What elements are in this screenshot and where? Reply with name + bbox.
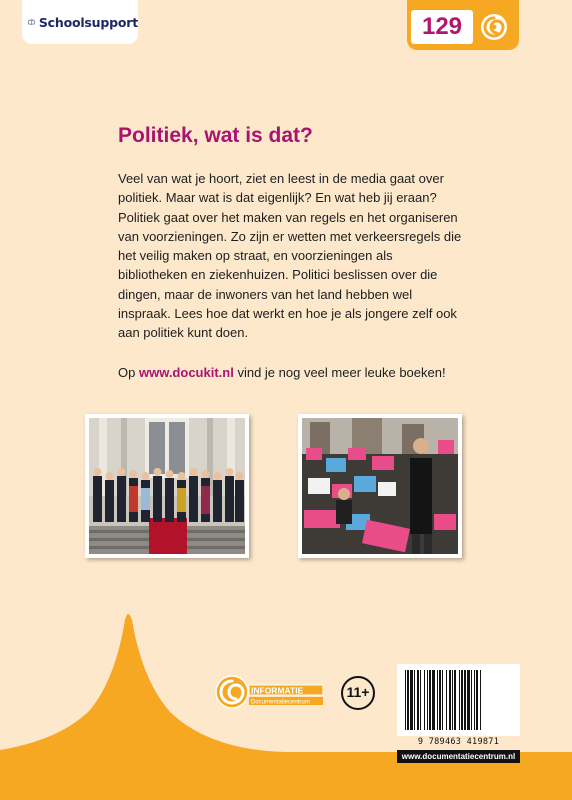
promo-prefix: Op — [118, 365, 136, 380]
docukit-link[interactable]: www.docukit.nl — [138, 365, 234, 380]
barcode — [397, 664, 520, 747]
page-number: 129 — [421, 13, 463, 40]
promo-suffix: vind je nog veel meer leuke boeken! — [237, 365, 446, 380]
book-icon — [28, 11, 35, 33]
photo-protest — [298, 414, 462, 558]
informatie-logo — [215, 673, 325, 711]
photo-cabinet — [85, 414, 249, 558]
brand-name: Schoolsupport — [38, 14, 138, 30]
website-url[interactable]: www.documentatiecentrum.nl — [397, 750, 520, 763]
body-text: Veel van wat je hoort, ziet en leest in de media gaat over politiek. Maar wat is dat eigenlijk? En wat heb jij eraan? Politiek gaat over het maken van regels en het organiseren van voorzieningen. Zo zijn er wetten met verkeersregels die het veilig maken op straat, en voorzieningen als bibliotheken en ziekenhuizen. Politici beslissen over die dingen, maar de inwoners van het land hebben wel inspraak. Lees hoe dat werkt en hoe je als jongere zelf ook aan politiek kunt doen. — [118, 171, 462, 341]
info-label: INFORMATIE — [251, 685, 304, 696]
age-rating-badge: 11+ — [341, 676, 375, 710]
promo-line — [118, 365, 463, 380]
swirl-icon — [479, 12, 509, 42]
page-title: Politiek, wat is dat? — [118, 124, 313, 147]
schoolsupport-logo — [22, 0, 138, 44]
isbn-number: 9 789463 419871 — [417, 737, 500, 747]
info-sublabel: Documentatiecentrum — [251, 699, 310, 706]
page-number-tab — [407, 0, 519, 50]
